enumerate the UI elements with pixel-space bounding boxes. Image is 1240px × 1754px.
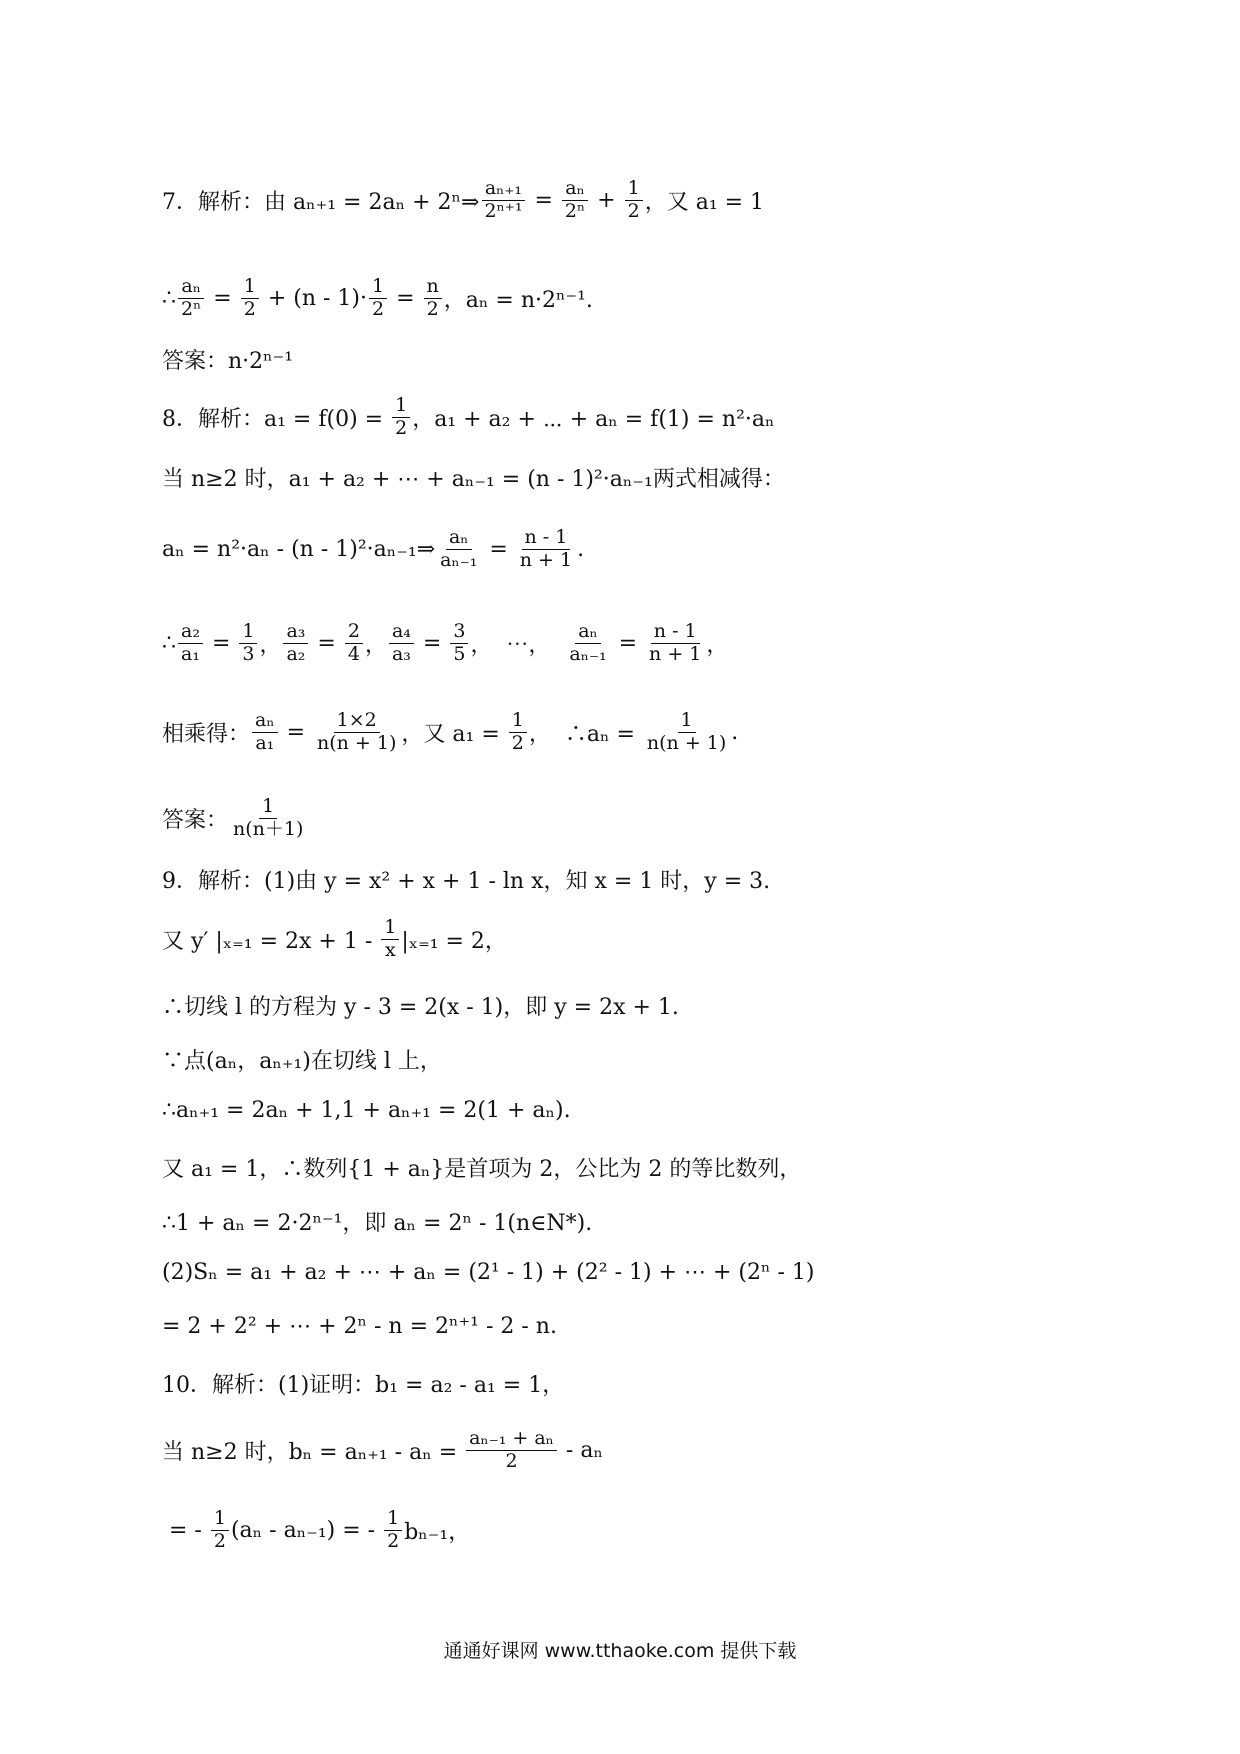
- fraction: $\frac{\text{aₙ}}{\text{2ⁿ}}$: [562, 178, 588, 223]
- p8-answer: 答案： $\frac{1}{n(n+1)}$: [162, 796, 308, 841]
- fraction: $\frac{1}{x}$: [381, 917, 399, 962]
- p9-line7: ∴1 + aₙ = 2·2ⁿ⁻¹，即 aₙ = 2ⁿ - 1(n∈N*).: [162, 1211, 593, 1236]
- fraction: $\frac{1}{2}$: [369, 276, 387, 321]
- p7-line1: 7．解析：由 aₙ₊₁ = 2aₙ + 2ⁿ⇒ $\frac{\text{aₙ₊₁}}{\text{2ⁿ⁺¹}}$ = $\frac{\text{aₙ}}{\text{2ⁿ}}$ + $\frac{1}{2}$ ，又 a₁ = 1: [162, 177, 765, 222]
- fraction: $\frac{2}{4}$: [345, 621, 363, 666]
- p9-line9: = 2 + 2² + ⋯ + 2ⁿ - n = 2ⁿ⁺¹ - 2 - n.: [162, 1314, 557, 1339]
- fraction: $\frac{1}{2}$: [211, 1508, 229, 1553]
- fraction: $\frac{n}{2}$: [424, 276, 442, 321]
- fraction: $\frac{\text{a₂}}{\text{a₁}}$: [178, 621, 203, 666]
- p10-line2: 当 n≥2 时，bₙ = aₙ₊₁ - aₙ = $\frac{\text{aₙ₋₁ + aₙ}}{2}$ - aₙ: [162, 1427, 603, 1472]
- fraction: $\frac{1}{n(n + 1)}$: [646, 709, 727, 754]
- fraction: $\frac{1\times 2}{n(n + 1)}$: [317, 709, 397, 754]
- fraction: $\frac{\text{aₙ}}{\text{2ⁿ}}$: [178, 276, 204, 321]
- fraction: $\frac{1}{2}$: [241, 276, 259, 321]
- fraction: $\frac{1}{2}$: [384, 1508, 402, 1553]
- p8-line4: ∴ $\frac{\text{a₂}}{\text{a₁}}$ = $\frac{1}{3}$ ， $\frac{\text{a₃}}{\text{a₂}}$ = $\frac{2}{4}$ ， $\frac{\text{a₄}}{\text{a₃}}$ = $\frac{3}{5}$ ， ⋯， $\frac{\text{aₙ}}{\text{aₙ₋₁}}$ = $\frac{n - 1}{n + 1}$ ，: [162, 620, 729, 665]
- p10-line3: = - $\frac{1}{2}$ (aₙ - aₙ₋₁) = - $\frac{1}{2}$ bₙ₋₁，: [162, 1507, 471, 1552]
- fraction: $\frac{\text{a₄}}{\text{a₃}}$: [389, 621, 414, 666]
- fraction: $\frac{n - 1}{n + 1}$: [519, 526, 573, 571]
- p9-line4: ∵点(aₙ，aₙ₊₁)在切线 l 上，: [162, 1049, 442, 1074]
- fraction: $\frac{\text{aₙ}}{\text{a₁}}$: [252, 710, 278, 755]
- p10-line1: 10．解析：(1)证明：b₁ = a₂ - a₁ = 1，: [162, 1373, 565, 1398]
- fraction: $\frac{\text{aₙ}}{\text{aₙ₋₁}}$: [440, 526, 478, 571]
- fraction: $\frac{\text{aₙ₊₁}}{\text{2ⁿ⁺¹}}$: [481, 178, 525, 223]
- fraction: $\frac{3}{5}$: [450, 621, 468, 666]
- fraction: $\frac{1}{3}$: [239, 621, 257, 666]
- p9-line8: (2)Sₙ = a₁ + a₂ + ⋯ + aₙ = (2¹ - 1) + (2² - 1) + ⋯ + (2ⁿ - 1): [162, 1260, 815, 1285]
- p8-line3: aₙ = n²·aₙ - (n - 1)²·aₙ₋₁⇒ $\frac{\text{aₙ}}{\text{aₙ₋₁}}$ = $\frac{n - 1}{n + 1}$ .: [162, 526, 585, 571]
- fraction: $\frac{1}{n(n+1)}$: [233, 795, 304, 840]
- fraction: $\frac{1}{2}$: [509, 710, 527, 755]
- p7-answer: 答案：n·2ⁿ⁻¹: [162, 349, 294, 374]
- p7-line2: ∴ $\frac{\text{aₙ}}{\text{2ⁿ}}$ = $\frac{1}{2}$ + (n - 1)· $\frac{1}{2}$ = $\frac{n}{2}$ ，aₙ = n·2ⁿ⁻¹.: [162, 275, 593, 320]
- p8-line5: 相乘得： $\frac{\text{aₙ}}{\text{a₁}}$ = $\frac{1\times 2}{n(n + 1)}$ ，又 a₁ = $\frac{1}{2}$ ， ∴aₙ = $\frac{1}{n(n + 1)}$ .: [162, 709, 739, 754]
- p9-line2: 又 y′ |ₓ₌₁ = 2x + 1 - $\frac{1}{x}$ |ₓ₌₁ = 2，: [162, 916, 507, 961]
- p9-line5: ∴aₙ₊₁ = 2aₙ + 1,1 + aₙ₊₁ = 2(1 + aₙ).: [162, 1098, 571, 1123]
- p9-line1: 9．解析：(1)由 y = x² + x + 1 - ln x，知 x = 1 时，y = 3.: [162, 869, 771, 894]
- page-footer: 通通好课网 www.tthaoke.com 提供下载: [443, 1640, 797, 1662]
- fraction: $\frac{\text{aₙ₋₁ + aₙ}}{2}$: [466, 1428, 557, 1473]
- fraction: $\frac{1}{2}$: [625, 178, 643, 223]
- p8-line2: 当 n≥2 时，a₁ + a₂ + ⋯ + aₙ₋₁ = (n - 1)²·aₙ₋₁两式相减得：: [162, 467, 785, 492]
- fraction: $\frac{\text{a₃}}{\text{a₂}}$: [283, 621, 308, 666]
- p8-line1: 8．解析：a₁ = f(0) = $\frac{1}{2}$ ，a₁ + a₂ + ⋯ + aₙ = f(1) = n²·aₙ: [162, 394, 775, 439]
- fraction: $\frac{n - 1}{n + 1}$: [649, 620, 702, 665]
- fraction: $\frac{\text{aₙ}}{\text{aₙ₋₁}}$: [569, 620, 607, 665]
- fraction: $\frac{1}{2}$: [392, 395, 410, 440]
- p9-line6: 又 a₁ = 1，∴数列{1 + aₙ}是首项为 2，公比为 2 的等比数列，: [162, 1157, 802, 1182]
- p9-line3: ∴切线 l 的方程为 y - 3 = 2(x - 1)，即 y = 2x + 1.: [162, 995, 679, 1020]
